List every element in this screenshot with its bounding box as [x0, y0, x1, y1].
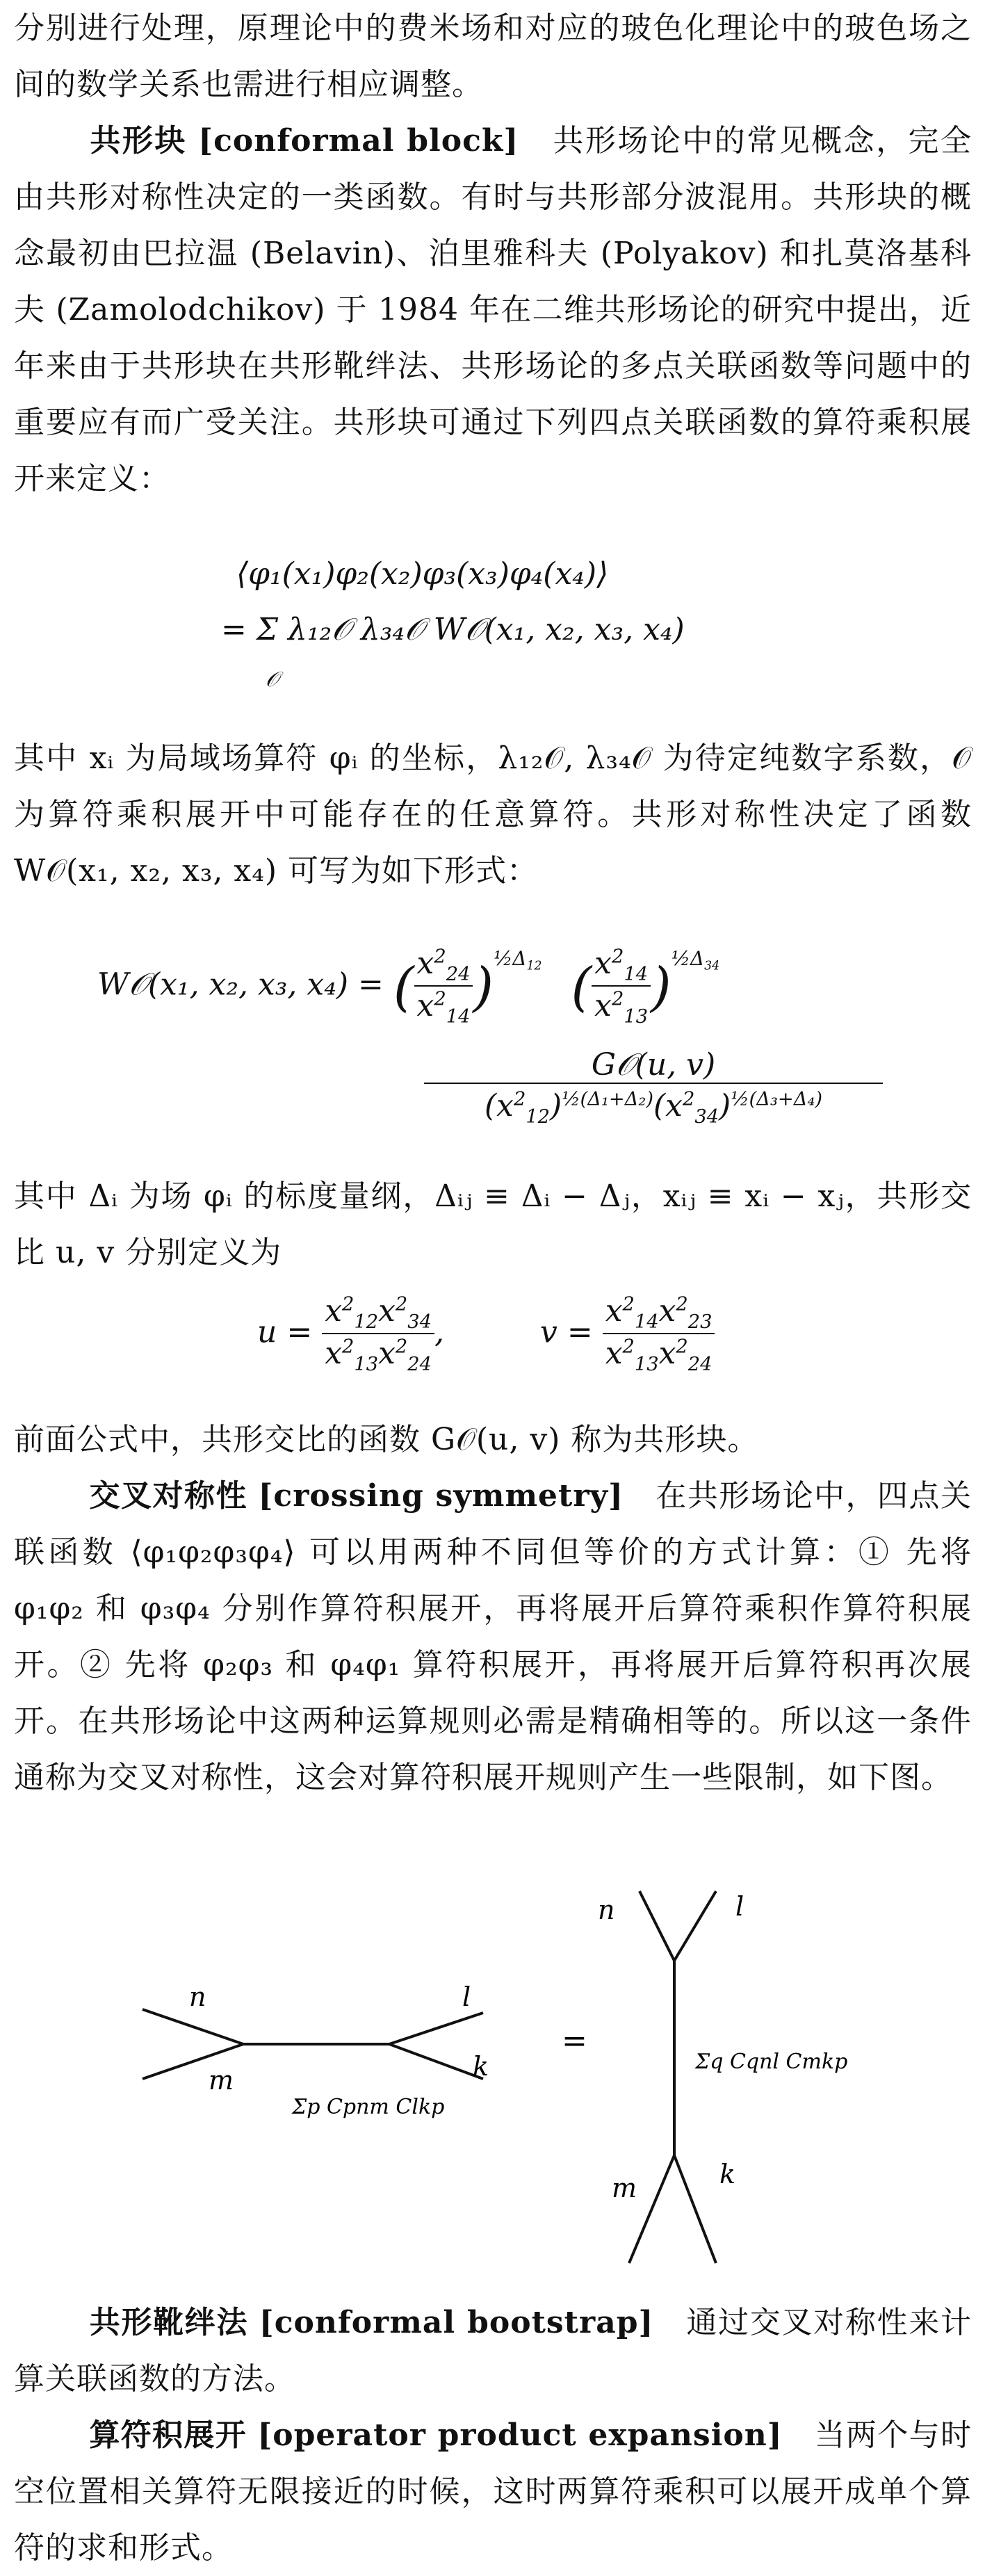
right-paren: )	[473, 955, 494, 1018]
entry-text-c: 其中 Δᵢ 为场 φᵢ 的标度量纲，Δᵢⱼ ≡ Δᵢ − Δⱼ，xᵢⱼ ≡ xᵢ − xⱼ，共形交比 u, v 分别定义为	[14, 1178, 972, 1270]
eq3-u: u =	[257, 1314, 313, 1350]
label-k-right: k	[719, 2159, 736, 2189]
entry-text: 共形场论中的常见概念，完全由共形对称性决定的一类函数。有时与共形部分波混用。共形块的概念最初由巴拉温 (Belavin)、泊里雅科夫 (Polyakov) 和扎莫洛基科夫 (Zamolodchikov) 于 1984 年在二维共形场论的研究中提出，近年来由于共形块在共形靴绊法、共形场论的多点关联函数等问题中的重要应有而广受关注。共形块可通过下列四点关联函数的算符乘积展开来定义：	[14, 123, 972, 496]
fraction-x14-x13	[592, 946, 651, 1028]
entry-operator-product-expansion	[14, 2407, 972, 2576]
fraction-v	[603, 1293, 715, 1375]
sum-index: 𝒪	[266, 667, 279, 692]
entry-text-d: 前面公式中，共形交比的函数 G𝒪(u, v) 称为共形块。	[14, 1422, 759, 1457]
entry-english: [conformal bootstrap]	[259, 2305, 654, 2340]
v-num: $x^2_{14}x^2_{23}$	[605, 1293, 713, 1333]
right-edge-n	[640, 1891, 674, 1961]
right-edge-m	[629, 2155, 674, 2263]
entry-text: 当两个与时空位置相关算符无限接近的时候，这时两算符乘积可以展开成单个算符的求和形式。	[14, 2417, 972, 2566]
label-k-left: k	[473, 2051, 489, 2082]
v-den: $x^2_{13}x^2_{24}$	[603, 1333, 715, 1375]
right-caption: Σq Cqnl Cmkp	[695, 2050, 848, 2074]
entry-text: 通过交叉对称性来计算关联函数的方法。	[14, 2305, 972, 2397]
entry-term: 交叉对称性	[89, 1478, 248, 1514]
entry-conformal-bootstrap	[14, 2294, 972, 2407]
intro-paragraph	[14, 0, 972, 113]
block-fraction-den: $(x^2_{12})^{\frac{1}{2}(\Delta_1+\Delta_2)}(x^2_{34})^{\frac{1}{2}(\Delta_3+\Delta_4)}$	[424, 1083, 883, 1128]
entry-crossing-symmetry	[14, 1468, 972, 1806]
eq3-v: v =	[539, 1314, 593, 1350]
entry-conformal-block	[14, 113, 972, 507]
frac-num: $x^2_{24}$	[416, 946, 471, 985]
equation-line-1: ⟨φ₁(x₁)φ₂(x₂)φ₃(x₃)φ₄(x₄)⟩	[236, 556, 609, 592]
equation-line-2: = Σ λ₁₂𝒪 λ₃₄𝒪 W𝒪(x₁, x₂, x₃, x₄)	[221, 612, 685, 647]
equation-w-function	[97, 946, 719, 1028]
entry-conformal-block-text-d	[14, 1411, 972, 1468]
block-fraction	[424, 1047, 883, 1128]
left-paren-2: (	[571, 955, 592, 1018]
u-num: $x^2_{12}x^2_{34}$	[325, 1293, 432, 1333]
crossing-diagram	[0, 1877, 985, 2281]
equation-four-point	[236, 556, 608, 592]
right-edge-k	[674, 2155, 716, 2263]
label-l-right: l	[735, 1891, 744, 1922]
label-n-right: n	[598, 1895, 615, 1925]
fraction-x24-x14	[414, 946, 473, 1028]
entry-english: [crossing symmetry]	[258, 1478, 624, 1514]
intro-text: 分别进行处理，原理论中的费米场和对应的玻色化理论中的玻色场之间的数学关系也需进行相应调整。	[14, 10, 972, 102]
label-m-right: m	[612, 2173, 637, 2203]
entry-term: 共形靴绊法	[89, 2305, 249, 2340]
eq2-lhs: W𝒪(x₁, x₂, x₃, x₄) =	[97, 966, 384, 1003]
label-l-left: l	[462, 1982, 471, 2012]
entry-term: 算符积展开	[89, 2417, 247, 2453]
frac-den: $x^2_{14}$	[414, 985, 473, 1028]
entry-text: 在共形场论中，四点关联函数 ⟨φ₁φ₂φ₃φ₄⟩ 可以用两种不同但等价的方式计算：① 先将 φ₁φ₂ 和 φ₃φ₄ 分别作算符积展开，再将展开后算符乘积作算符积展开。② 先将 φ₂φ₃ 和 φ₄φ₁ 算符积展开，再将展开后算符积再次展开。在共形场论中这两种运算规则必需是精确相等的。所以这一条件通称为交叉对称性，这会对算符积展开规则产生一些限制，如下图。	[14, 1478, 972, 1795]
left-edge-k	[389, 2044, 483, 2079]
entry-conformal-block-text-c	[14, 1168, 972, 1281]
fraction-u	[322, 1293, 434, 1375]
left-paren: (	[393, 955, 414, 1018]
entry-english: [conformal block]	[198, 123, 519, 159]
label-n-left: n	[189, 1982, 206, 2012]
right-edge-l	[674, 1891, 716, 1961]
entry-english: [operator product expansion]	[257, 2417, 783, 2453]
right-paren-2: )	[651, 955, 671, 1018]
left-edge-n	[143, 2009, 243, 2044]
left-caption: Σp Cpnm Clkp	[292, 2095, 445, 2119]
frac-den-2: $x^2_{13}$	[592, 985, 651, 1028]
exponent-12: ½Δ12	[494, 947, 542, 973]
equation-ope-sum	[221, 612, 685, 647]
left-tree	[143, 2009, 483, 2079]
right-tree	[629, 1891, 716, 2263]
equals-sign: =	[562, 2023, 587, 2059]
exponent-34: ½Δ34	[671, 947, 720, 973]
entry-conformal-block-text-b	[14, 730, 972, 899]
left-edge-l	[389, 2013, 483, 2044]
entry-text-b: 其中 xᵢ 为局域场算符 φᵢ 的坐标，λ₁₂𝒪, λ₃₄𝒪 为待定纯数字系数，𝒪 为算符乘积展开中可能存在的任意算符。共形对称性决定了函数 W𝒪(x₁, x₂, x₃, x₄) 可写为如下形式：	[14, 740, 972, 889]
equation-cross-ratios: u = $\frac{x^2_{12}x^2_{34}}{x^2_{13}x^2_{24}}$ , v = $\frac{x^2_{14}x^2_{23}}{x^2_{13}x^2_{24}}$	[257, 1293, 715, 1375]
u-den: $x^2_{13}x^2_{24}$	[322, 1333, 434, 1375]
entry-term: 共形块	[89, 123, 187, 159]
frac-num-2: $x^2_{14}$	[594, 946, 649, 985]
label-m-left: m	[209, 2065, 234, 2096]
block-fraction-num: G𝒪(u, v)	[591, 1047, 716, 1083]
